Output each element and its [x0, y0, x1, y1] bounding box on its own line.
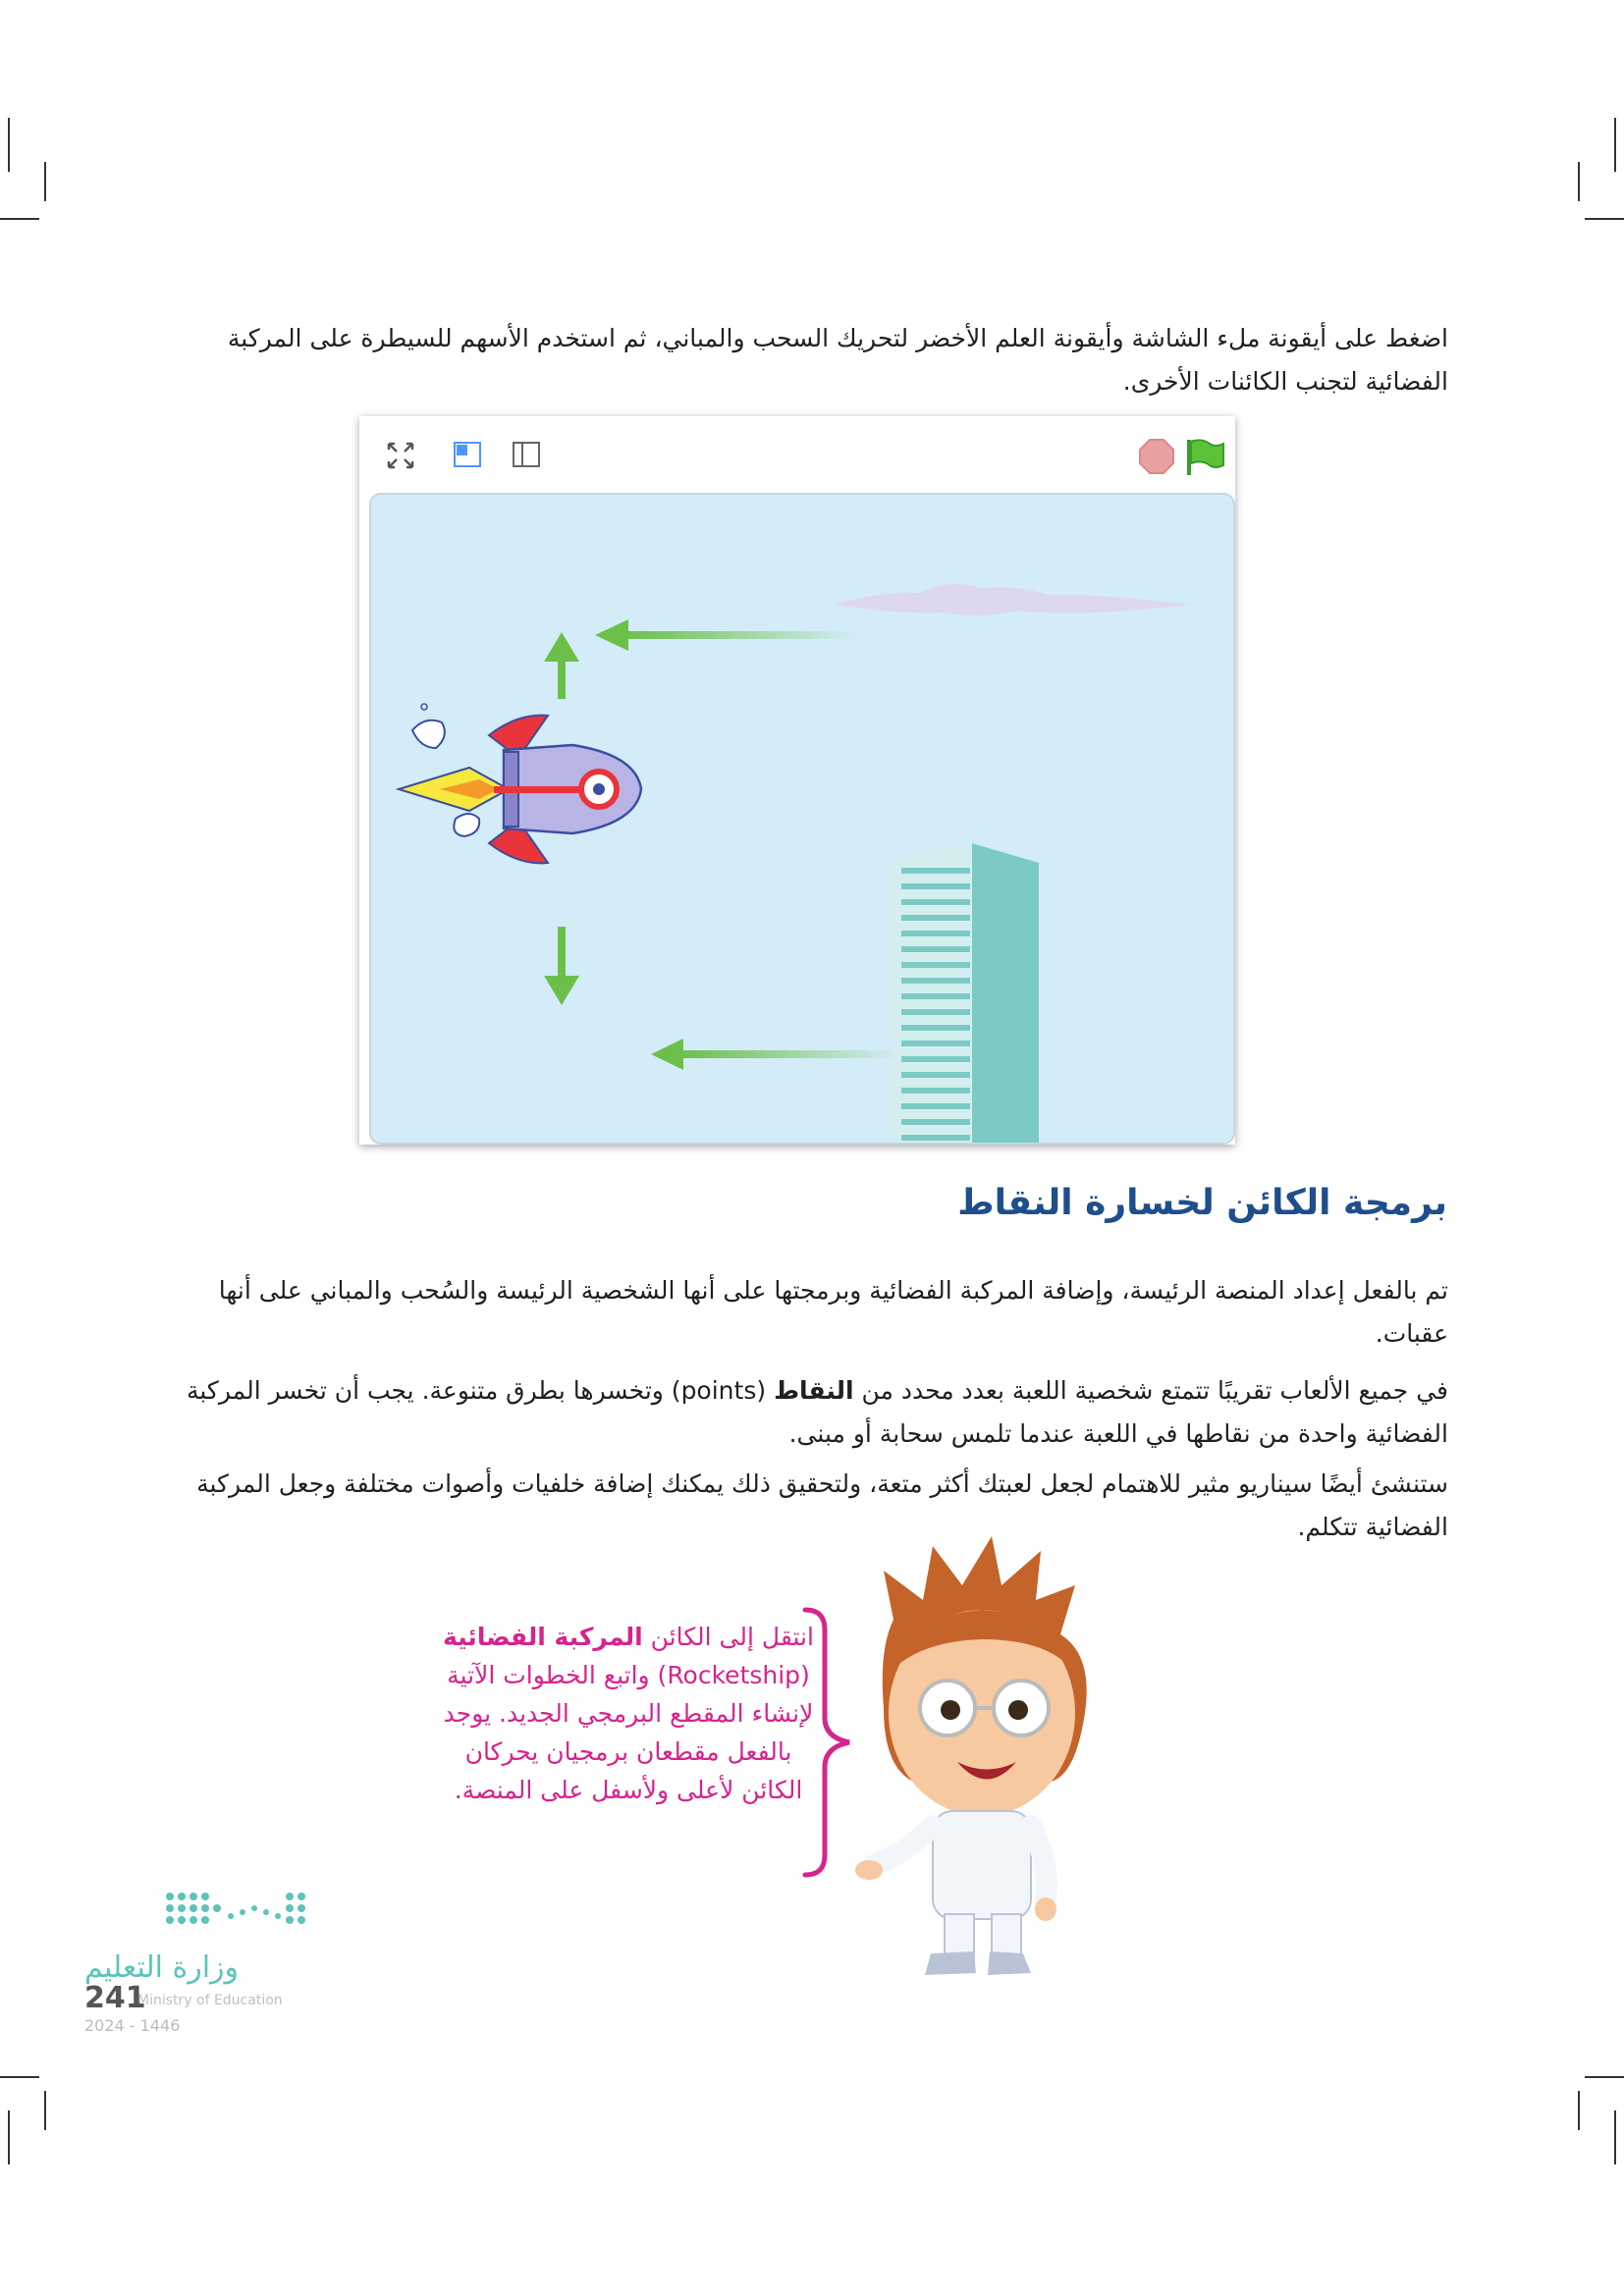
- boy-character: [854, 1531, 1110, 1983]
- crop-mark: [1585, 2076, 1624, 2078]
- text-span: في جميع الألعاب تقريبًا تتمتع شخصية اللعبة بعدد محدد من: [853, 1376, 1448, 1405]
- page-year: 2024 - 1446: [84, 2016, 181, 2035]
- ministry-name-ar: وزارة التعليم: [84, 1950, 240, 1985]
- paragraph-points: [162, 1369, 1448, 1456]
- up-arrow: [544, 632, 579, 699]
- crop-mark: [8, 118, 10, 172]
- crop-mark: [44, 162, 46, 201]
- crop-mark: [8, 2110, 10, 2164]
- speech-text: [432, 1618, 825, 1809]
- large-stage-icon[interactable]: [514, 443, 539, 466]
- stage-scene: [371, 495, 1233, 1143]
- stage[interactable]: [369, 493, 1235, 1145]
- crop-mark: [0, 218, 39, 220]
- points-keyword: النقاط: [774, 1376, 854, 1405]
- stage-toolbar: [359, 416, 1235, 495]
- cloud-sprite: [833, 584, 1191, 615]
- text-span: (points) وتخسرها بطرق متنوعة. يجب أن تخسر المركبة الفضائية واحدة من نقاطها في اللعبة عندما تلمس سحابة أو مبنى.: [186, 1376, 1448, 1448]
- crop-mark: [1578, 162, 1580, 201]
- small-stage-icon[interactable]: [455, 443, 480, 466]
- crop-mark: [1578, 2091, 1580, 2130]
- ministry-logo-icon: [162, 1887, 319, 1936]
- intro-paragraph: اضغط على أيقونة ملء الشاشة وأيقونة العلم الأخضر لتحريك السحب والمباني، ثم استخدم الأسهم للسيطرة على المركبة الفضائية لتجنب الكائنات الأخرى.: [227, 324, 1448, 396]
- paragraph-setup: تم بالفعل إعداد المنصة الرئيسة، وإضافة المركبة الفضائية وبرمجتها على أنها الشخصية الرئيسة والسُحب والمباني على أنها عقبات.: [218, 1276, 1448, 1348]
- crop-mark: [1614, 118, 1616, 172]
- text-span: (Rocketship) واتبع الخطوات الآتية لإنشاء المقطع البرمجي الجديد. يوجد بالفعل مقطعان برمجيان يحركان الكائن لأعلى ولأسفل على المنصة.: [443, 1661, 814, 1804]
- crop-mark: [0, 2076, 39, 2078]
- crop-mark: [1614, 2110, 1616, 2164]
- move-left-arrow: [651, 1039, 901, 1070]
- green-flag-icon[interactable]: [1189, 440, 1223, 475]
- building-sprite: [892, 843, 1039, 1143]
- stop-icon[interactable]: [1140, 440, 1173, 473]
- text-span: انتقل إلى الكائن: [642, 1623, 814, 1651]
- fullscreen-icon[interactable]: [389, 444, 412, 467]
- crop-mark: [44, 2091, 46, 2130]
- section-title: برمجة الكائن لخسارة النقاط: [957, 1183, 1447, 1223]
- paragraph-scenario: ستنشئ أيضًا سيناريو مثير للاهتمام لجعل لعبتك أكثر متعة، ولتحقيق ذلك يمكنك إضافة خلفيات وأصوات مختلفة وجعل المركبة الفضائية تتكلم.: [196, 1469, 1448, 1541]
- page-number: 241: [84, 1981, 146, 2015]
- rocketship-keyword: المركبة الفضائية: [443, 1623, 643, 1651]
- ministry-name-en: Ministry of Education: [137, 1993, 283, 2008]
- move-left-arrow: [595, 619, 857, 651]
- down-arrow: [544, 927, 579, 1005]
- rocketship-sprite: [399, 704, 641, 863]
- crop-mark: [1585, 218, 1624, 220]
